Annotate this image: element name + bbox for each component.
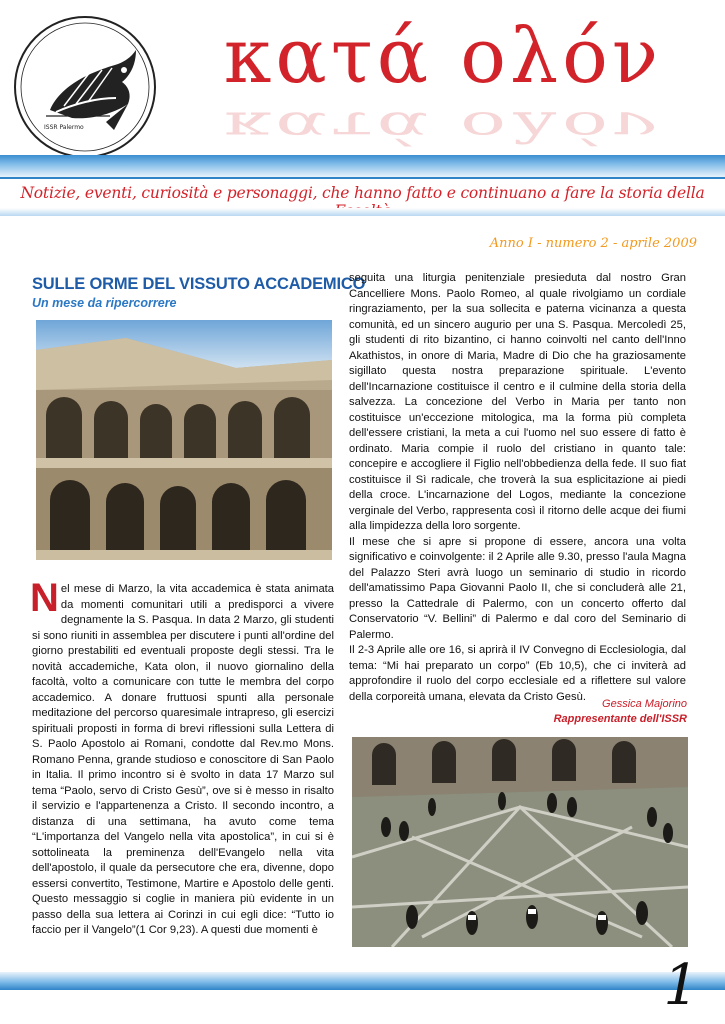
drop-cap: N — [30, 576, 59, 620]
logo-caption: ISSR Palermo — [44, 124, 84, 131]
article-text-left: el mese di Marzo, la vita accademica è stata animata da momenti comunitari utili a predisporci a vivere degnamente la S. Pasqua. In data 2 Marzo, gli studenti si sono riuniti in assemblea per discutere i punti all'ordine del giorno prestabiliti ed eventuali proposte degli stessi. Tra le novità accademiche, Kata olon, il nuovo giornalino della facoltà, volto a comunicare con tutte le membra del corpo accademico. A donare fruttuosi spunti alla personale meditazione del percorso quaresimale intrapreso, gli esercizi spirituali proposti in forma di brevi riflessioni sulla Lettera di S. Paolo Apostolo ai Romani, condotte dal Rev.mo Mons. Romano Penna, grande studioso e conoscitore di San Paolo in Italia. Il primo incontro si è svolto in data 17 Marzo sul tema “Paolo, servo di Cristo Gesù”, ove si è messo in risalto il servizio e l'appartenenza a Cristo. Il secondo incontro, a distanza di una settimana, ha avuto come tema “L'importanza del Vangelo nella vita apostolica”, in cui si è sottolineata la preminenza dell'Evangelo nella vita dell'apostolo, il quale da persecutore che era, divenne, dopo essersi convertito, Testimone, Martire e Apostolo delle genti. Questo messaggio si coglie in maniera più evidente in un passo della sua lettera ai Corinzi in cui egli dice: “Tutto io faccio per il Vangelo”(1 Cor 9,23). A questi due momenti è — [32, 583, 334, 936]
article-body-left — [30, 576, 334, 939]
article-paragraph: Il mese che si apre si propone di essere, ancora una volta significativo e coinvolgente: il 2 Aprile alle 9.30, presso l'aula Magna del Palazzo Steri avrà luogo un seminario di studio in ricordo dell'amatissimo Papa Giovanni Paolo II, che si concluderà alle 21, presso la Cattedrale di Palermo, con un concerto offerto dal Conservatorio “V. Bellini” di Palermo e dal coro del Seminario di Palermo. — [349, 535, 686, 641]
article-paragraph: Il 2-3 Aprile alle ore 16, si aprirà il IV Convegno di Ecclesiologia, dal tema: “Mi hai preparato un corpo” (Eb 10,5), che ci inviterà ad approfondire il ruolo del corpo ecclesiale ed a riflettere sul valore della corporeità umana, elevata da Cristo Gesù. — [349, 644, 686, 703]
logo — [10, 12, 160, 162]
article-body-right — [349, 271, 686, 705]
article-title: SULLE ORME DEL VISSUTO ACCADEMICO — [32, 275, 366, 293]
header-divider — [0, 177, 725, 179]
masthead — [168, 6, 718, 156]
courtyard-photo — [352, 737, 688, 947]
masthead-title-reflection: κατά ολόν — [223, 102, 663, 152]
cloister-photo — [36, 320, 332, 560]
dove-logo-icon — [10, 12, 160, 162]
issue-info: Anno I - numero 2 - aprile 2009 — [489, 236, 697, 251]
article-paragraph: seguita una liturgia penitenziale presieduta dal nostro Gran Cancelliere Mons. Paolo Romeo, al quale rivolgiamo un cordiale ringraziamento, per la sua sollecita e paterna vicinanza a questa comunità, ed un sincero augurio per una S. Pasqua. Mercoledì 25, gli studenti di rito bizantino, ci hanno coinvolti nel canto dell'Inno Akathistos, in onore di Maria, Madre di Dio che ha graziosamente sigillato questa nostra preparazione spirituale. L'evento dell'Incarnazione costituisce il centro e il culmine della storia della salvezza. La concezione del Verbo in Maria per tanto non costituisce un'eccezione mitologica, ma la forma più completa dell'essere cristiani, la meta a cui l'uomo nel suo essere di fatto è ordinato. Maria compie il ruolo del cristiano in quanto tale: concepire e accogliere il Figlio nell'obbedienza della fede. Il suo fiat costituisce il Sì radicale, che troverà la sua esplicitazione ai piedi della croce. L'incarnazione del Logos, mediante la concezione verginale del Verbo, rappresenta così il ritorno delle acque dei fiumi alla limpidezza della loro sorgente. — [349, 272, 686, 532]
article-subtitle: Un mese da ripercorrere — [32, 296, 177, 310]
masthead-title: κατά ολόν — [223, 11, 663, 100]
tagline-divider — [0, 208, 725, 216]
header-band — [0, 155, 725, 177]
author-role: Rappresentante dell'ISSR — [553, 713, 687, 725]
tagline: Notizie, eventi, curiosità e personaggi, che hanno fatto e continuano a fare la storia della — [20, 184, 705, 202]
page-number: 1 — [663, 953, 699, 1018]
footer-band — [0, 972, 725, 990]
author-name: Gessica Majorino — [602, 698, 687, 710]
